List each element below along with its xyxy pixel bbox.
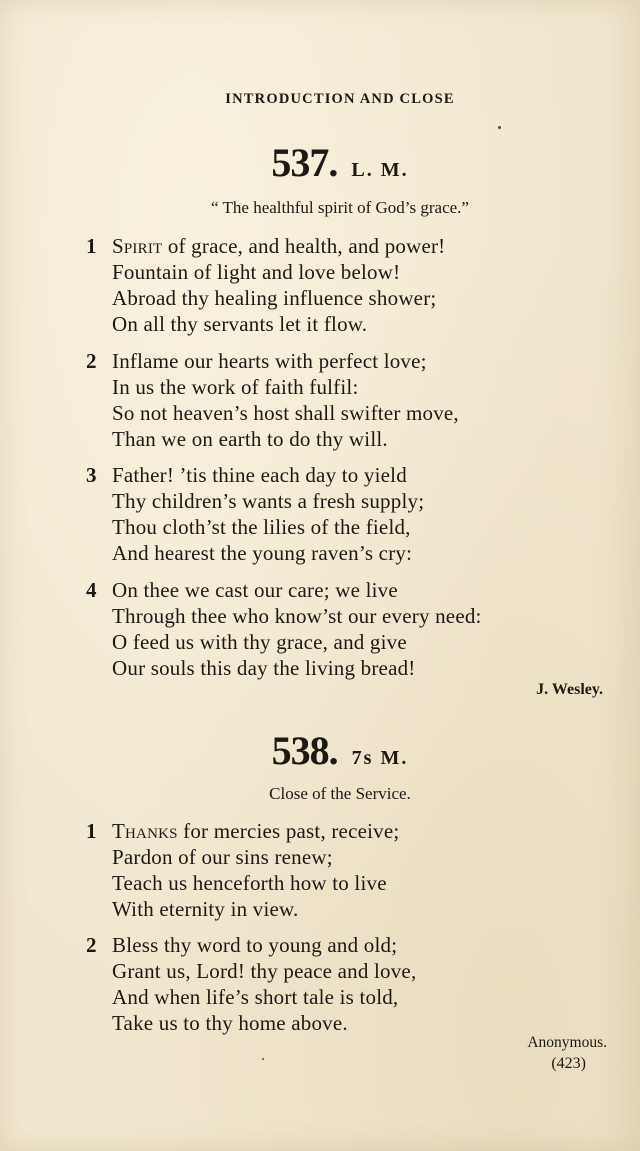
page-number: (423)	[551, 1055, 586, 1072]
hymn-537-stanza-3	[86, 462, 586, 566]
verse-line: And hearest the young raven’s cry:	[112, 541, 413, 565]
hymn-number: 538.	[271, 728, 338, 773]
verse-line: Grant us, Lord! thy peace and love,	[112, 959, 417, 983]
hymn-number: 537.	[271, 140, 338, 185]
verse-line-rest: for mercies past, receive;	[177, 819, 400, 843]
verse-line: O feed us with thy grace, and give	[112, 630, 407, 654]
hymn-538-author: Anonymous.	[527, 1034, 607, 1051]
verse-line: In us the work of faith fulfil:	[112, 375, 359, 399]
hymn-537-epigraph: “ The healthful spirit of God’s grace.”	[211, 198, 469, 217]
stanza-number: 1	[86, 234, 97, 258]
stanza-number: 4	[86, 578, 97, 602]
first-word: Thanks	[112, 819, 178, 843]
verse-line: Pardon of our sins renew;	[112, 845, 333, 869]
hymn-537-author: J. Wesley.	[536, 681, 603, 698]
verse-line: Bless thy word to young and old;	[112, 933, 398, 957]
hymn-537-heading	[0, 139, 640, 186]
verse-line: Fountain of light and love below!	[112, 260, 401, 284]
paper-speck	[262, 1058, 264, 1060]
verse-line-rest: of grace, and health, and power!	[162, 234, 446, 258]
verse-line: Father! ’tis thine each day to yield	[112, 463, 407, 487]
verse-line: Abroad thy healing influence shower;	[112, 286, 437, 310]
verse-line: Through thee who know’st our every need:	[112, 604, 482, 628]
stanza-number: 1	[86, 819, 97, 843]
verse-line: Thy children’s wants a fresh supply;	[112, 489, 425, 513]
stanza-number: 2	[86, 349, 97, 373]
hymn-537-stanza-4	[86, 577, 586, 681]
first-word: Spirit	[112, 234, 163, 258]
verse-line: Than we on earth to do thy will.	[112, 427, 388, 451]
verse-line: Thou cloth’st the lilies of the field,	[112, 515, 411, 539]
stanza-number: 3	[86, 463, 97, 487]
verse-line	[86, 233, 586, 259]
verse-line: Take us to thy home above.	[112, 1011, 348, 1035]
verse-line: Our souls this day the living bread!	[112, 656, 416, 680]
verse-line: Teach us henceforth how to live	[112, 871, 387, 895]
verse-line: And when life’s short tale is told,	[112, 985, 399, 1009]
hymn-537-stanza-2	[86, 348, 586, 452]
hymn-537-stanza-1	[86, 233, 586, 337]
verse-line: With eternity in view.	[112, 897, 299, 921]
hymn-538-stanza-2	[86, 932, 586, 1036]
paper-speck	[498, 126, 501, 129]
hymn-538-stanza-1	[86, 818, 586, 922]
verse-line: So not heaven’s host shall swifter move,	[112, 401, 459, 425]
hymn-meter: L. M.	[351, 159, 409, 181]
stanza-number: 2	[86, 933, 97, 957]
running-head: INTRODUCTION AND CLOSE	[225, 91, 455, 107]
verse-line	[86, 818, 586, 844]
hymn-538-epigraph: Close of the Service.	[269, 784, 411, 803]
hymn-meter: 7s M.	[351, 747, 409, 769]
verse-line: On thee we cast our care; we live	[112, 578, 398, 602]
verse-line: Inflame our hearts with perfect love;	[112, 349, 427, 373]
hymn-538-heading	[0, 727, 640, 774]
verse-line: On all thy servants let it flow.	[112, 312, 368, 336]
